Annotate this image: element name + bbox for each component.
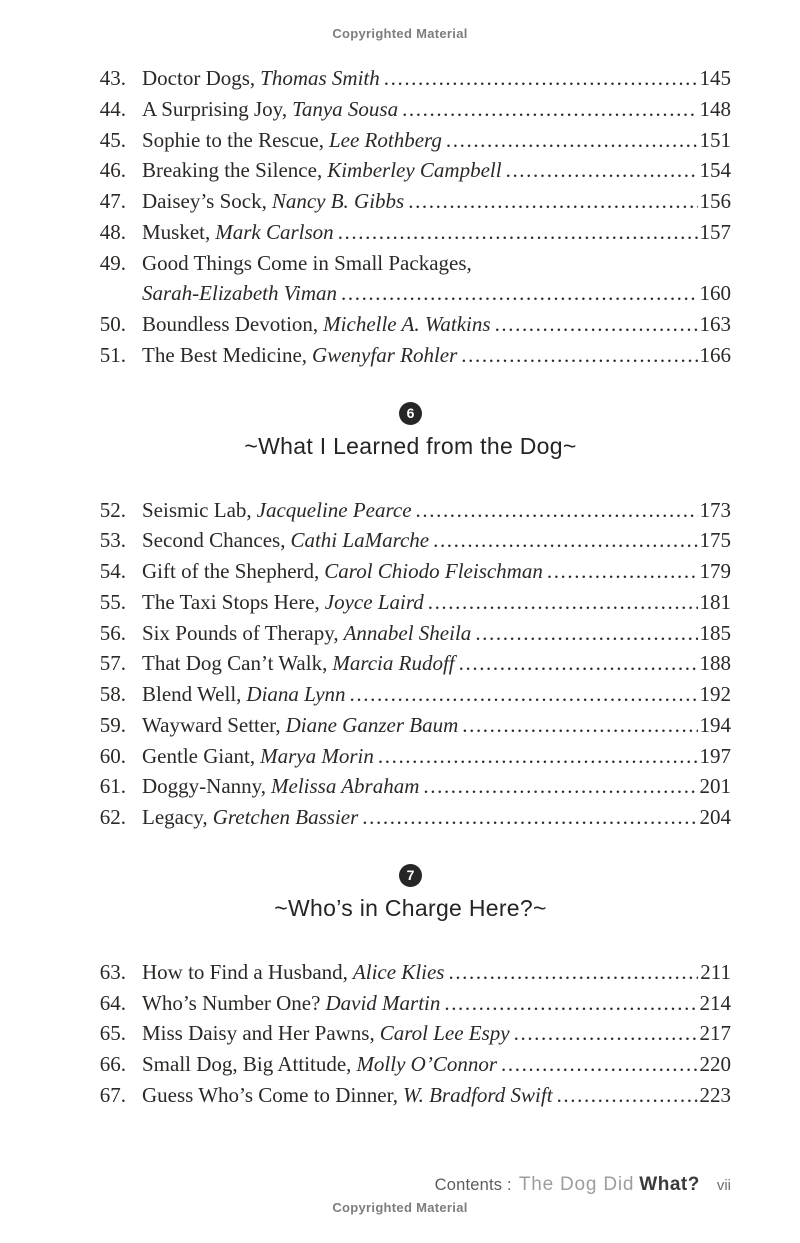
toc-entry: [90, 94, 731, 125]
entry-author: Cathi LaMarche: [290, 528, 430, 553]
entry-author: Thomas Smith: [260, 66, 380, 90]
entry-number: 56.: [99, 620, 126, 645]
entry-page-number: 181: [699, 589, 731, 614]
entry-author: Sarah-Elizabeth Viman: [142, 281, 338, 306]
entry-title: That Dog Can’t Walk,: [142, 651, 328, 676]
entry-title: Small Dog, Big Attitude,: [142, 1052, 352, 1076]
entry-author: Lee Rothberg: [328, 127, 442, 152]
entry-author: Marcia Rudoff: [332, 651, 455, 676]
entry-author: Carol Chiodo Fleischman: [324, 559, 543, 583]
entry-title: The Taxi Stops Here,: [142, 589, 320, 614]
entry-author: Annabel Sheila: [343, 620, 472, 645]
toc-entry: [90, 63, 731, 94]
entry-page-number: 188: [699, 651, 731, 676]
chapter-number-badge: 7: [399, 864, 422, 887]
dot-leader: [428, 587, 698, 618]
entry-title: Seismic Lab,: [142, 497, 252, 522]
dot-leader: [446, 125, 698, 156]
entry-author: Melissa Abraham: [271, 774, 420, 799]
toc-entry: [90, 525, 731, 556]
entry-author: Diane Ganzer Baum: [285, 712, 459, 737]
dot-leader: [475, 618, 697, 649]
entry-page-number: 214: [699, 990, 731, 1015]
toc-entry: [90, 802, 731, 833]
dot-leader: [506, 155, 698, 186]
entry-title: Sophie to the Rescue,: [142, 127, 324, 152]
dot-leader: [378, 741, 698, 772]
dot-leader: [501, 1049, 697, 1080]
entry-author: Carol Lee Espy: [379, 1021, 510, 1046]
entry-title: Miss Daisy and Her Pawns,: [142, 1021, 375, 1046]
dot-leader: [416, 495, 698, 526]
entry-author: Joyce Laird: [324, 589, 424, 614]
toc-entry: [90, 988, 731, 1019]
toc-entry: [90, 587, 731, 618]
entry-author: Diana Lynn: [246, 682, 346, 706]
toc-entry: [90, 957, 731, 988]
dot-leader: [402, 94, 697, 125]
toc-entry: [90, 495, 731, 526]
entry-page-number: 156: [699, 189, 731, 213]
entry-page-number: 148: [699, 96, 731, 121]
dot-leader: [341, 278, 697, 309]
entry-number: 49.: [99, 250, 126, 275]
entry-title: Legacy,: [142, 805, 208, 829]
entry-author: Nancy B. Gibbs: [271, 189, 405, 213]
entry-author: Alice Klies: [352, 959, 445, 984]
toc-entry: [90, 340, 731, 371]
entry-number: 46.: [99, 158, 126, 183]
dot-leader: [547, 556, 698, 587]
toc-entry: [90, 710, 731, 741]
entry-author: David Martin: [325, 990, 441, 1015]
chapter-number-badge: 6: [399, 402, 422, 425]
entry-page-number: 145: [699, 66, 731, 90]
entry-title: Breaking the Silence,: [142, 158, 323, 183]
entry-author: Jacqueline Pearce: [256, 497, 412, 522]
entry-number: 55.: [99, 589, 126, 614]
entry-number: 51.: [99, 342, 126, 367]
copyright-notice-bottom: Copyrighted Material: [332, 1200, 468, 1215]
entry-page-number: 185: [699, 620, 731, 645]
entry-page-number: 204: [699, 805, 731, 829]
dot-leader: [433, 525, 697, 556]
toc-entry: [90, 648, 731, 679]
entry-page-number: 201: [699, 774, 731, 799]
entry-number: 44.: [99, 96, 126, 121]
entry-author: Tanya Sousa: [292, 96, 399, 121]
entry-number: 63.: [99, 959, 126, 984]
entry-page-number: 220: [699, 1052, 731, 1076]
toc-section-7-entries: [90, 957, 731, 1111]
entry-title: Who’s Number One?: [142, 990, 321, 1015]
section-7-header: [90, 862, 731, 924]
section-title: ~Who’s in Charge Here?~: [274, 894, 547, 921]
entry-page-number: 197: [699, 743, 731, 768]
entry-page-number: 179: [699, 559, 731, 583]
entry-title: Doctor Dogs,: [142, 66, 256, 90]
entry-page-number: 217: [699, 1021, 731, 1046]
entry-author: Michelle A. Watkins: [323, 312, 491, 336]
entry-title: Guess Who’s Come to Dinner,: [142, 1082, 398, 1107]
dot-leader: [384, 63, 698, 94]
entry-title: Second Chances,: [142, 528, 286, 553]
entry-number: 45.: [99, 127, 126, 152]
entry-page-number: 211: [700, 959, 731, 984]
dot-leader: [495, 309, 698, 340]
entry-title: Gentle Giant,: [142, 743, 256, 768]
toc-section-5-entries: [90, 63, 731, 371]
entry-number: 57.: [99, 651, 126, 676]
toc-entry: [90, 217, 731, 248]
entry-title: Wayward Setter,: [142, 712, 281, 737]
dot-leader: [448, 957, 698, 988]
entry-title: The Best Medicine,: [142, 342, 308, 367]
entry-number: 54.: [99, 559, 126, 583]
page-footer: [435, 1174, 731, 1196]
entry-title: Good Things Come in Small Packages,: [142, 250, 472, 275]
entry-title: Gift of the Shepherd,: [142, 559, 320, 583]
footer-book-title-emphasis: What?: [639, 1174, 700, 1195]
entry-page-number: 175: [699, 528, 731, 553]
toc-entry: [90, 155, 731, 186]
entry-number: 58.: [99, 682, 126, 706]
footer-contents-label: Contents :: [434, 1176, 512, 1194]
entry-number: 62.: [99, 805, 126, 829]
entry-number: 43.: [99, 66, 126, 90]
entry-number: 64.: [99, 990, 126, 1015]
entry-number: 65.: [99, 1021, 126, 1046]
entry-page-number: 192: [699, 682, 731, 706]
table-of-contents: [90, 63, 731, 1111]
toc-entry: [90, 771, 731, 802]
entry-title: How to Find a Husband,: [142, 959, 348, 984]
dot-leader: [462, 710, 697, 741]
entry-author: Molly O’Connor: [356, 1052, 498, 1076]
toc-entry: [90, 309, 731, 340]
dot-leader: [444, 988, 697, 1019]
entry-title: Six Pounds of Therapy,: [142, 620, 339, 645]
entry-author: W. Bradford Swift: [403, 1082, 553, 1107]
dot-leader: [350, 679, 698, 710]
footer-folio-number: vii: [716, 1177, 731, 1194]
entry-number: 60.: [99, 743, 126, 768]
entry-number: [90, 278, 126, 309]
entry-page-number: 163: [699, 312, 731, 336]
dot-leader: [514, 1018, 698, 1049]
copyright-notice-top: Copyrighted Material: [332, 26, 468, 41]
dot-leader: [338, 217, 698, 248]
toc-entry: [90, 741, 731, 772]
entry-author: Gretchen Bassier: [212, 805, 359, 829]
entry-author: Kimberley Campbell: [327, 158, 502, 183]
dot-leader: [362, 802, 697, 833]
toc-entry: [90, 1049, 731, 1080]
entry-title: Boundless Devotion,: [142, 312, 319, 336]
dot-leader: [461, 340, 697, 371]
toc-entry: [90, 125, 731, 156]
toc-entry: [90, 248, 731, 279]
entry-title: Musket,: [142, 219, 211, 244]
entry-title: Doggy-Nanny,: [142, 774, 267, 799]
entry-number: 59.: [99, 712, 126, 737]
entry-page-number: 151: [699, 127, 731, 152]
toc-entry: [90, 1018, 731, 1049]
toc-section-6-entries: [90, 495, 731, 833]
entry-number: 50.: [99, 312, 126, 336]
dot-leader: [557, 1080, 698, 1111]
entry-page-number: 154: [699, 158, 731, 183]
entry-number: 52.: [99, 497, 126, 522]
entry-number: 48.: [99, 219, 126, 244]
toc-entry: [90, 618, 731, 649]
footer-book-title: The Dog Did: [518, 1174, 635, 1195]
dot-leader: [459, 648, 698, 679]
entry-page-number: 166: [699, 342, 731, 367]
toc-entry: [90, 556, 731, 587]
entry-title: Blend Well,: [142, 682, 242, 706]
entry-number: 67.: [99, 1082, 126, 1107]
entry-page-number: 157: [699, 219, 731, 244]
toc-entry: [90, 186, 731, 217]
entry-page-number: 194: [699, 712, 731, 737]
entry-number: 61.: [99, 774, 126, 799]
toc-entry-continuation: [90, 278, 731, 309]
toc-entry: [90, 1080, 731, 1111]
entry-title: A Surprising Joy,: [142, 96, 288, 121]
toc-entry: [90, 679, 731, 710]
section-title: ~What I Learned from the Dog~: [244, 432, 577, 459]
entry-title: Daisey’s Sock,: [142, 189, 267, 213]
entry-author: Mark Carlson: [215, 219, 334, 244]
entry-author: Marya Morin: [260, 743, 374, 768]
entry-author: Gwenyfar Rohler: [312, 342, 458, 367]
entry-number: 47.: [99, 189, 126, 213]
dot-leader: [423, 771, 697, 802]
entry-page-number: 223: [699, 1082, 731, 1107]
entry-number: 66.: [99, 1052, 126, 1076]
entry-page-number: 173: [699, 497, 731, 522]
entry-number: 53.: [99, 528, 126, 553]
section-6-header: [90, 400, 731, 462]
dot-leader: [408, 186, 697, 217]
entry-page-number: 160: [699, 281, 731, 306]
